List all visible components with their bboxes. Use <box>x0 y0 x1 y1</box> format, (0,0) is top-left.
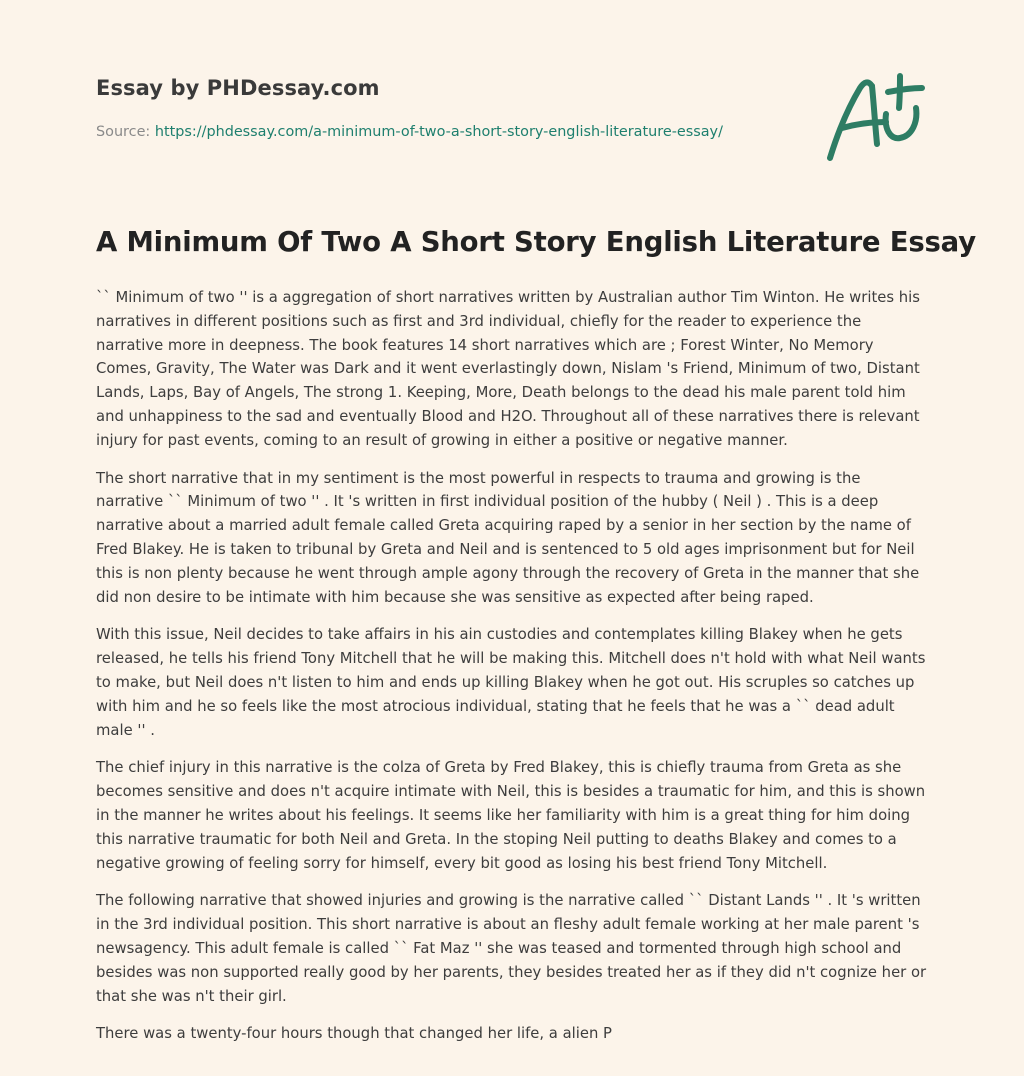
source-link[interactable]: https://phdessay.com/a-minimum-of-two-a-short-story-english-literature-essay/ <box>154 124 723 140</box>
essay-paragraph: There was a twenty-four hours though that changed her life, a alien P <box>96 1025 612 1043</box>
essay-body <box>96 286 930 1060</box>
essay-paragraph: The short narrative that in my sentiment is the most powerful in respects to trauma and growing is the narrative `` Minimum of two '' . It 's written in first individual position of the hubby ( Neil ) . This is a deep narrative about a married adult female called Greta acquiring raped by a senior in her section by the name of Fred Blakey. He is taken to tribunal by Greta and Neil and is sentenced to 5 old ages imprisonment but for Neil this is non plenty because he went through ample agony through the recovery of Greta in the manner that she did non desire to be intimate with him because she was sensitive as expected after being raped. <box>96 469 920 606</box>
essay-paragraph: With this issue, Neil decides to take affairs in his ain custodies and contemplates killing Blakey when he gets released, he tells his friend Tony Mitchell that he will be making this. Mitchell does n't hold with what Neil wants to make, but Neil does n't listen to him and ends up killing Blakey when he got out. His scruples so catches up with him and he so feels like the most atrocious individual, stating that he feels that he was a `` dead adult male '' . <box>96 626 926 739</box>
essay-paragraph: The following narrative that showed injuries and growing is the narrative called `` Distant Lands '' . It 's written in the 3rd individual position. This short narrative is about an fleshy adult female working at her male parent 's newsagency. This adult female is called `` Fat Maz '' she was teased and tormented through high school and besides was non supported really good by her parents, they besides treated her as if they did n't cognize her or that she was n't their girl. <box>96 892 927 1005</box>
a-plus-logo-icon <box>820 66 930 166</box>
source-label: Source: <box>96 124 151 140</box>
source-line <box>96 124 723 140</box>
site-title: Essay by PHDessay.com <box>96 76 380 100</box>
essay-paragraph: The chief injury in this narrative is the colza of Greta by Fred Blakey, this is chiefly trauma from Greta as she becomes sensitive and does n't acquire intimate with Neil, this is besides a traumatic for him, and this is shown in the manner he writes about his feelings. It seems like her familiarity with him is a great thing for him doing this narrative traumatic for both Neil and Greta. In the stoping Neil putting to deaths Blakey and comes to a negative growing of feeling sorry for himself, every bit good as losing his best friend Tony Mitchell. <box>96 759 926 872</box>
essay-title: A Minimum Of Two A Short Story English Literature Essay <box>96 226 976 258</box>
essay-paragraph: `` Minimum of two '' is a aggregation of short narratives written by Australian author Tim Winton. He writes his narratives in different positions such as first and 3rd individual, chiefly for the reader to experience the narrative more in deepness. The book features 14 short narratives which are ; Forest Winter, No Memory Comes, Gravity, The Water was Dark and it went everlastingly down, Nislam 's Friend, Minimum of two, Distant Lands, Laps, Bay of Angels, The strong 1. Keeping, More, Death belongs to the dead his male parent told him and unhappiness to the sad and eventually Blood and H2O. Throughout all of these narratives there is relevant injury for past events, coming to an result of growing in either a positive or negative manner. <box>96 289 920 449</box>
